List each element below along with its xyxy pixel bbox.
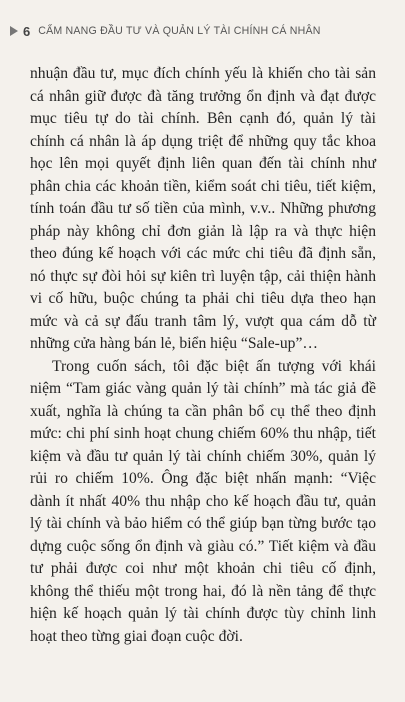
running-header	[10, 21, 395, 41]
body-text	[30, 63, 376, 648]
paragraph: Trong cuốn sách, tôi đặc biệt ấn tượng với khái niệm “Tam giác vàng quản lý tài chính” mà tác giả đề xuất, nghĩa là chúng ta cần phân bổ cụ thể theo định mức: chi phí sinh hoạt chung chiếm 60% thu nhập, tiết kiệm và đầu tư quản lý tài chính chiếm 30%, quản lý rủi ro chiếm 10%. Ông đặc biệt nhấn mạnh: “Việc dành ít nhất 40% thu nhập cho kế hoạch đầu tư, quản lý tài chính và bảo hiểm có thể giúp bạn từng bước tạo dựng cuộc sống ổn định và giàu có.” Tiết kiệm và đầu tư phải được coi như một khoản chi tiêu cố định, không thể thiếu một trong hai, đó là nền tảng để thực hiện kế hoạch quản lý tài chính được tùy chỉnh linh hoạt theo từng giai đoạn cuộc đời.	[30, 357, 376, 645]
triangle-marker-icon	[10, 26, 18, 36]
running-title: CẨM NANG ĐẦU TƯ VÀ QUẢN LÝ TÀI CHÍNH CÁ NHÂN	[38, 25, 321, 37]
paragraph-continued: nhuận đầu tư, mục đích chính yếu là khiến cho tài sản cá nhân giữ được đà tăng trưởng ổn định và đạt được mục tiêu tự do tài chính. Bên cạnh đó, quản lý tài chính cá nhân là áp dụng triệt để những quy tắc khoa học lên mọi quyết định liên quan đến tài chính như phân chia các khoản tiền, kiểm soát chi tiêu, tiết kiệm, tính toán đầu tư số tiền của mình, v.v.. Những phương pháp này không chỉ đơn giản là lập ra và thực hiện theo đúng kế hoạch với các mức chi tiêu đã định sẵn, nó thực sự đòi hỏi sự kiên trì luyện tập, cải thiện hành vi cố hữu, buộc chúng ta phải chi tiêu dựa theo hạn mức và cả sự đấu tranh tâm lý, vượt qua cám dỗ từ những cửa hàng bán lẻ, biển hiệu “Sale-up”…	[30, 65, 376, 352]
page-number: 6	[23, 23, 31, 39]
